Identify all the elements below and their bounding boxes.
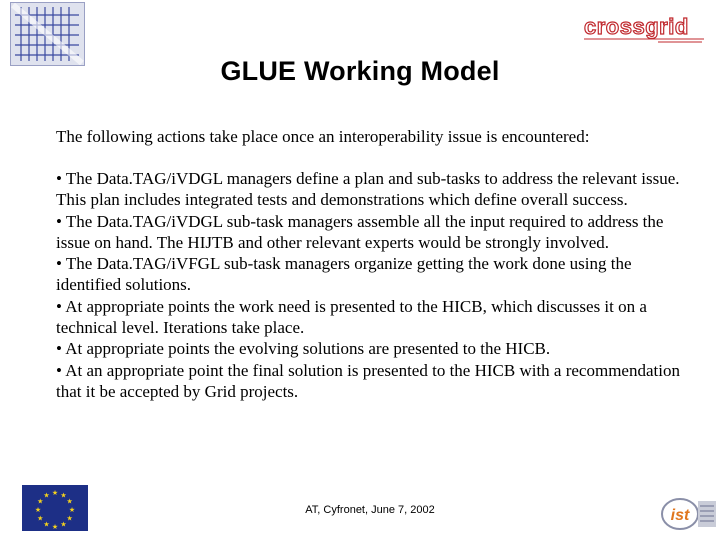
bullet-item: • At appropriate points the work need is presented to the HICB, which discusses it on a technical level. Iterations take place.	[56, 296, 647, 338]
bullet-item: • The Data.TAG/iVDGL managers define a plan and sub-tasks to address the relevant issue. This plan includes integrated tests and demonstrations which define overall success.	[56, 169, 680, 210]
bullet-item: • The Data.TAG/iVFGL sub-task managers organize getting the work done using the identified solutions.	[56, 254, 632, 295]
crossgrid-logo	[580, 12, 708, 44]
ist-logo	[660, 495, 718, 533]
svg-text:★: ★	[51, 523, 59, 531]
crossgrid-logo-text: crossgrid	[584, 14, 689, 39]
svg-text:★: ★	[51, 489, 59, 497]
svg-text:★: ★	[43, 520, 50, 529]
svg-text:★: ★	[66, 514, 73, 523]
svg-text:★: ★	[43, 491, 50, 500]
bullet-item: • The Data.TAG/iVDGL sub-task managers assemble all the input required to address the issue on hand. The HIJTB and other relevant experts would be strongly involved.	[56, 211, 664, 252]
svg-text:★: ★	[37, 514, 44, 523]
svg-text:★: ★	[60, 520, 67, 529]
svg-text:★: ★	[66, 497, 73, 506]
svg-text:★: ★	[68, 506, 76, 514]
footer-text: AT, Cyfronet, June 7, 2002	[305, 504, 435, 516]
slide-title: GLUE Working Model	[220, 56, 500, 86]
bullet-list	[56, 168, 696, 402]
bullet-item: • At appropriate points the evolving solutions are presented to the HICB.	[56, 339, 551, 359]
svg-text:★: ★	[34, 506, 42, 514]
bullet-item: • At an appropriate point the final solution is presented to the HICB with a recommendation that it be accepted by Grid projects.	[56, 360, 680, 401]
ist-logo-text: ist	[670, 507, 690, 524]
svg-text:★: ★	[60, 491, 67, 500]
svg-text:★: ★	[37, 497, 44, 506]
intro-text: The following actions take place once an interoperability issue is encountered:	[56, 127, 590, 146]
